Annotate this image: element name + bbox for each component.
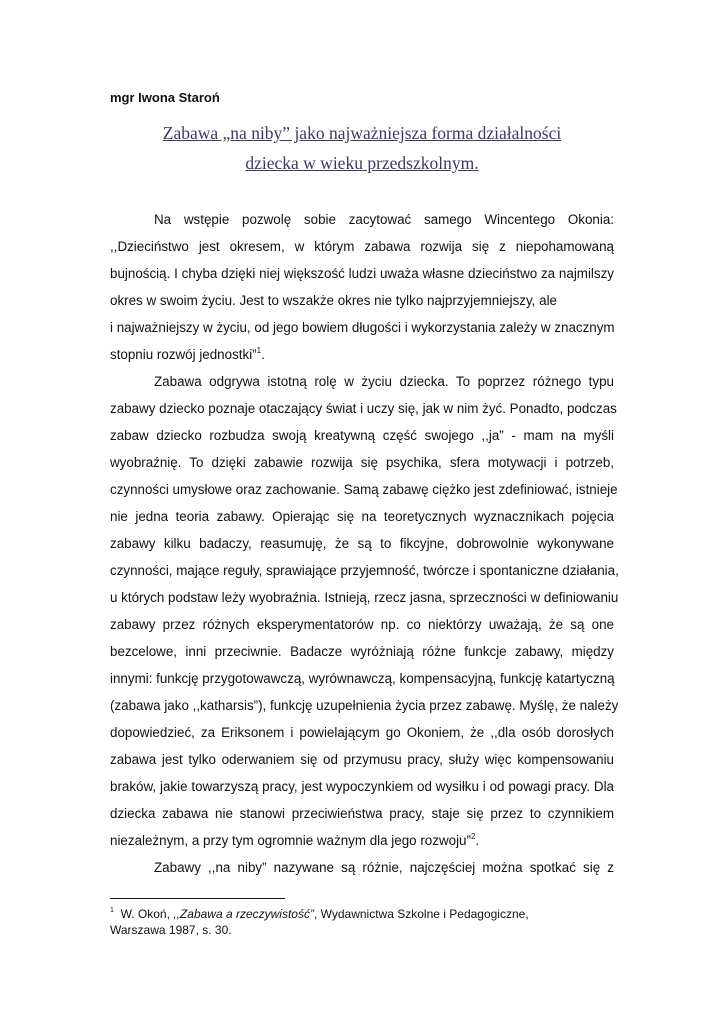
- paragraph-line: zabawy dziecko poznaje otaczający świat i uczy się, jak w nim żyć. Ponadto, podczas: [110, 401, 617, 416]
- paragraph-line: zabawy kilku badaczy, reasumuję, że są to fikcyjne, dobrowolnie wykonywane: [110, 536, 614, 551]
- document-title-line-2: dziecka w wieku przedszkolnym.: [245, 153, 479, 173]
- paragraph-line: zabawy przez różnych eksperymentatorów np. co niektórzy uważają, że są one: [110, 617, 614, 632]
- footnote-ref-2: 2: [470, 832, 476, 841]
- paragraph-text: .: [261, 347, 265, 362]
- paragraph-line: innymi: funkcję przygotowawczą, wyrównawczą, kompensacyjną, funkcję katartyczną: [110, 671, 615, 686]
- paragraph-line: [110, 346, 614, 364]
- paragraph-line: okres w swoim życiu. Jest to wszakże okres nie tylko najprzyjemniejszy, ale: [110, 293, 557, 308]
- paragraph-line: Na wstępie pozwolę sobie zacytować samego Wincentego Okonia:: [154, 212, 614, 227]
- paragraph-line: i najważniejszy w życiu, od jego bowiem długości i wykorzystania zależy w znacznym: [110, 320, 615, 335]
- paragraph-line: bezcelowe, inni przeciwnie. Badacze wyróżniają różne funkcje zabawy, między: [110, 644, 614, 659]
- paragraph-line: nie jedna teoria zabawy. Opierając się na teoretycznych wyznacznikach pojęcia: [110, 509, 614, 524]
- paragraph-line: (zabawa jako ,,katharsis”), funkcję uzupełnienia życia przez zabawę. Myślę, że należy: [110, 698, 619, 713]
- paragraph-line: ,,Dzieciństwo jest okresem, w którym zabawa rozwija się z niepohamowaną: [110, 239, 614, 254]
- paragraph-line: Zabawy ,,na niby” nazywane są różnie, najczęściej można spotkać się z: [154, 860, 614, 875]
- footnote-number: 1: [110, 907, 114, 914]
- paragraph-line: czynności umysłowe oraz zachowanie. Samą zabawę ciężko jest zdefiniować, istnieje: [110, 482, 618, 497]
- footnote-1-line-2: Warszawa 1987, s. 30.: [110, 923, 232, 937]
- paragraph-line: Zabawa odgrywa istotną rolę w życiu dziecka. To poprzez różnego typu: [154, 374, 614, 389]
- paragraph-text: .: [475, 833, 480, 848]
- document-title-line-1: Zabawa „na niby” jako najważniejsza forma działalności: [162, 123, 562, 143]
- footnote-1: [110, 907, 529, 921]
- paragraph-line: bujnością. I chyba dzięki niej większość ludzi uważa własne dzieciństwo za najmilszy: [110, 266, 614, 281]
- paragraph-line: u których podstaw leży wyobraźnia. Istnieją, rzecz jasna, sprzeczności w definiowaniu: [110, 590, 619, 605]
- paragraph-line: dopowiedzieć, za Eriksonem i powielającym go Okoniem, że ,,dla osób dorosłych: [110, 725, 614, 740]
- paragraph-line: wyobraźnię. To dzięki zabawie rozwija się psychika, sfera motywacji i potrzeb,: [110, 455, 614, 470]
- author-name: mgr Iwona Staroń: [110, 90, 220, 105]
- paragraph-line: zabaw dziecko rozbudza swoją kreatywną część swojego ,,ja” - mam na myśli: [110, 428, 614, 443]
- footnote-author: W. Okoń,: [120, 907, 174, 921]
- paragraph-line: braków, jakie towarzyszą pracy, jest wypoczynkiem od wysiłku i od powagi pracy. Dla: [110, 779, 614, 794]
- footnote-ref-1: 1: [256, 346, 262, 355]
- paragraph-line: [110, 832, 614, 850]
- paragraph-text: niezależnym, a przy tym ogromnie ważnym dla jego rozwoju”: [110, 833, 471, 848]
- paragraph-line: zabawa jest tylko oderwaniem się od przymusu pracy, służy więc kompensowaniu: [110, 752, 614, 767]
- paragraph-line: czynności, mające reguły, sprawiające przyjemność, twórcze i spontaniczne działania,: [110, 563, 619, 578]
- footnote-separator: [110, 898, 285, 899]
- footnote-publisher: , Wydawnictwa Szkolne i Pedagogiczne,: [313, 907, 529, 921]
- footnote-book-title: ,,Zabawa a rzeczywistość”: [173, 907, 314, 921]
- paragraph-line: dziecka zabawa nie stanowi przeciwieństwa pracy, staje się przez to czynnikiem: [110, 806, 614, 821]
- paragraph-text: stopniu rozwój jednostki”: [110, 347, 257, 362]
